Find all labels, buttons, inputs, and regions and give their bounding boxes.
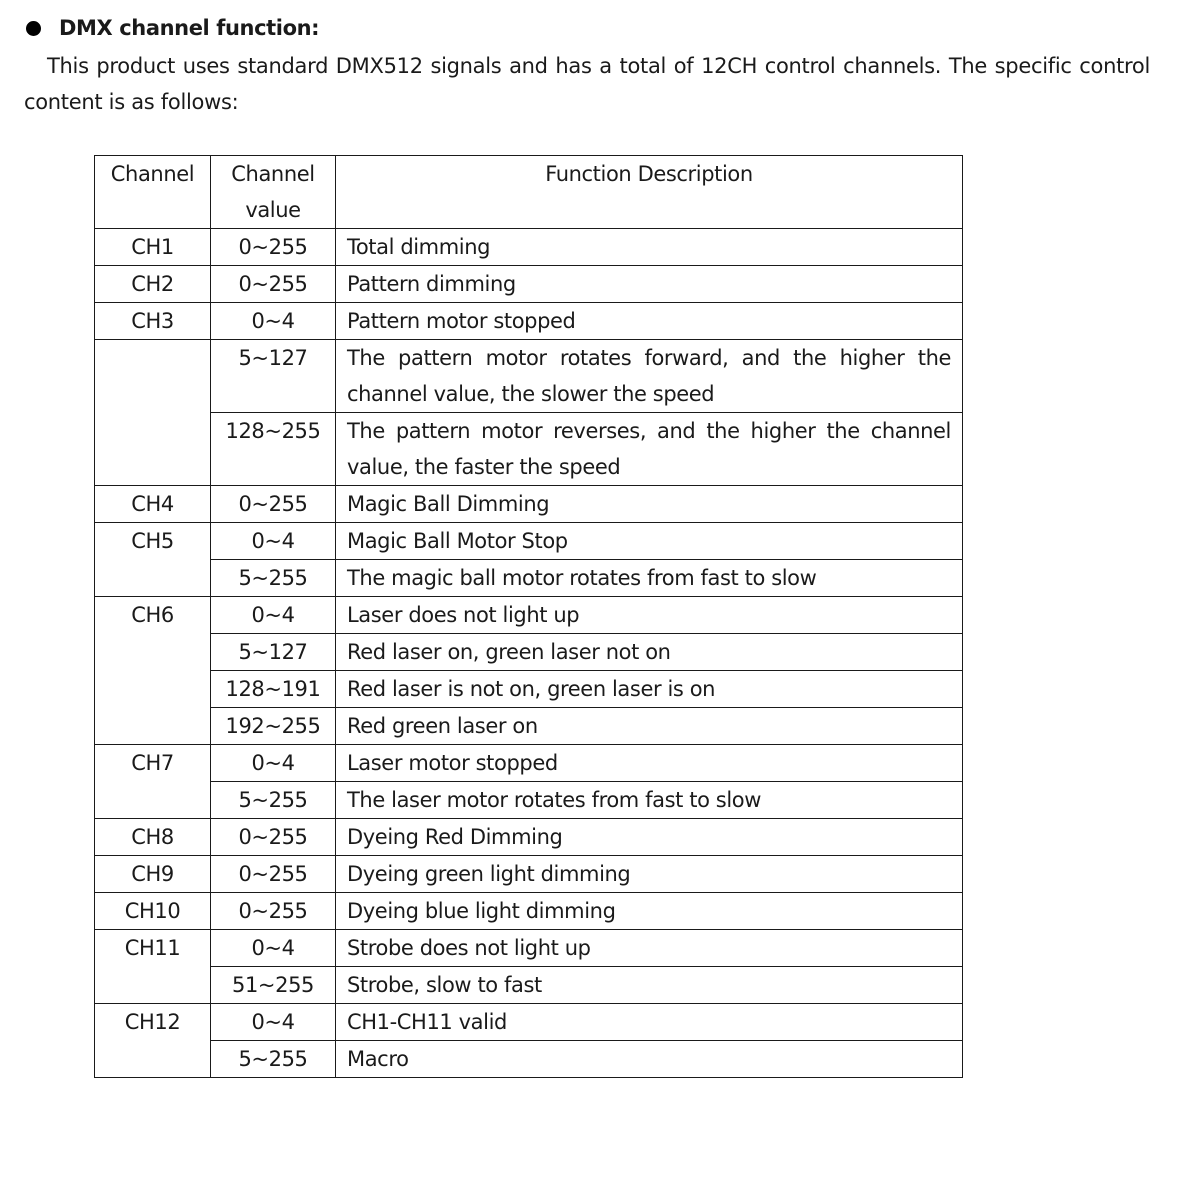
cell-description: Red laser on, green laser not on <box>336 634 963 671</box>
table-row <box>95 930 963 967</box>
cell-description: Laser motor stopped <box>336 745 963 782</box>
cell-value: 0~255 <box>211 266 336 303</box>
cell-channel: CH6 <box>95 597 211 745</box>
table-row <box>95 523 963 560</box>
cell-description: Laser does not light up <box>336 597 963 634</box>
table-row <box>95 634 963 671</box>
cell-description: Strobe, slow to fast <box>336 967 963 1004</box>
table-row <box>95 856 963 893</box>
cell-value: 5~255 <box>211 560 336 597</box>
cell-channel: CH2 <box>95 266 211 303</box>
cell-description: Strobe does not light up <box>336 930 963 967</box>
cell-value: 0~4 <box>211 597 336 634</box>
cell-value: 128~255 <box>211 413 336 486</box>
cell-channel: CH3 <box>95 303 211 340</box>
table-row <box>95 560 963 597</box>
cell-description: Magic Ball Dimming <box>336 486 963 523</box>
table-row <box>95 967 963 1004</box>
cell-value: 0~255 <box>211 856 336 893</box>
cell-value: 0~4 <box>211 303 336 340</box>
table-row <box>95 708 963 745</box>
cell-description: The pattern motor reverses, and the higher the channel value, the faster the speed <box>336 413 963 486</box>
table-row <box>95 893 963 930</box>
cell-channel: CH5 <box>95 523 211 597</box>
table-row <box>95 486 963 523</box>
cell-value: 0~4 <box>211 1004 336 1041</box>
cell-value: 0~255 <box>211 819 336 856</box>
cell-channel <box>95 340 211 486</box>
cell-channel: CH12 <box>95 1004 211 1078</box>
cell-value: 0~4 <box>211 745 336 782</box>
header-function-description: Function Description <box>336 156 963 229</box>
cell-channel: CH9 <box>95 856 211 893</box>
intro-paragraph <box>24 48 1150 120</box>
cell-description: Pattern motor stopped <box>336 303 963 340</box>
table-row <box>95 597 963 634</box>
cell-value: 5~127 <box>211 634 336 671</box>
cell-description: Red laser is not on, green laser is on <box>336 671 963 708</box>
table-header-row <box>95 156 963 229</box>
cell-channel: CH11 <box>95 930 211 1004</box>
cell-value: 128~191 <box>211 671 336 708</box>
cell-value: 0~255 <box>211 893 336 930</box>
heading-text: DMX channel function: <box>59 16 320 40</box>
cell-description: Dyeing blue light dimming <box>336 893 963 930</box>
cell-channel <box>95 782 211 819</box>
header-channel: Channel <box>95 156 211 229</box>
cell-channel: CH4 <box>95 486 211 523</box>
cell-description: Total dimming <box>336 229 963 266</box>
cell-channel: CH10 <box>95 893 211 930</box>
table-row <box>95 819 963 856</box>
table-row <box>95 1004 963 1041</box>
cell-description: Macro <box>336 1041 963 1078</box>
cell-description: CH1-CH11 valid <box>336 1004 963 1041</box>
table-row <box>95 413 963 486</box>
cell-value: 5~255 <box>211 1041 336 1078</box>
intro-text: This product uses standard DMX512 signals and has a total of 12CH control channels. The specific control content is as follows: <box>24 54 1150 114</box>
cell-value: 192~255 <box>211 708 336 745</box>
table-row <box>95 266 963 303</box>
cell-value: 5~127 <box>211 340 336 413</box>
cell-channel: CH8 <box>95 819 211 856</box>
cell-description: Dyeing Red Dimming <box>336 819 963 856</box>
cell-value: 0~4 <box>211 523 336 560</box>
table-row <box>95 671 963 708</box>
table-row <box>95 1041 963 1078</box>
table-row <box>95 782 963 819</box>
cell-description: The laser motor rotates from fast to slow <box>336 782 963 819</box>
header-channel-value: Channel value <box>211 156 336 229</box>
cell-description: Magic Ball Motor Stop <box>336 523 963 560</box>
cell-description: Red green laser on <box>336 708 963 745</box>
table-row <box>95 745 963 782</box>
cell-channel: CH7 <box>95 745 211 782</box>
cell-description: Dyeing green light dimming <box>336 856 963 893</box>
dmx-channel-table <box>94 155 963 1078</box>
cell-value: 0~4 <box>211 930 336 967</box>
cell-description: Pattern dimming <box>336 266 963 303</box>
section-heading <box>26 16 319 40</box>
table-row <box>95 229 963 266</box>
cell-value: 51~255 <box>211 967 336 1004</box>
cell-description: The magic ball motor rotates from fast to slow <box>336 560 963 597</box>
cell-description: The pattern motor rotates forward, and the higher the channel value, the slower the speed <box>336 340 963 413</box>
cell-value: 0~255 <box>211 486 336 523</box>
cell-value: 5~255 <box>211 782 336 819</box>
cell-value: 0~255 <box>211 229 336 266</box>
table-row <box>95 303 963 340</box>
table-row <box>95 340 963 413</box>
bullet-icon <box>26 21 41 36</box>
cell-channel: CH1 <box>95 229 211 266</box>
